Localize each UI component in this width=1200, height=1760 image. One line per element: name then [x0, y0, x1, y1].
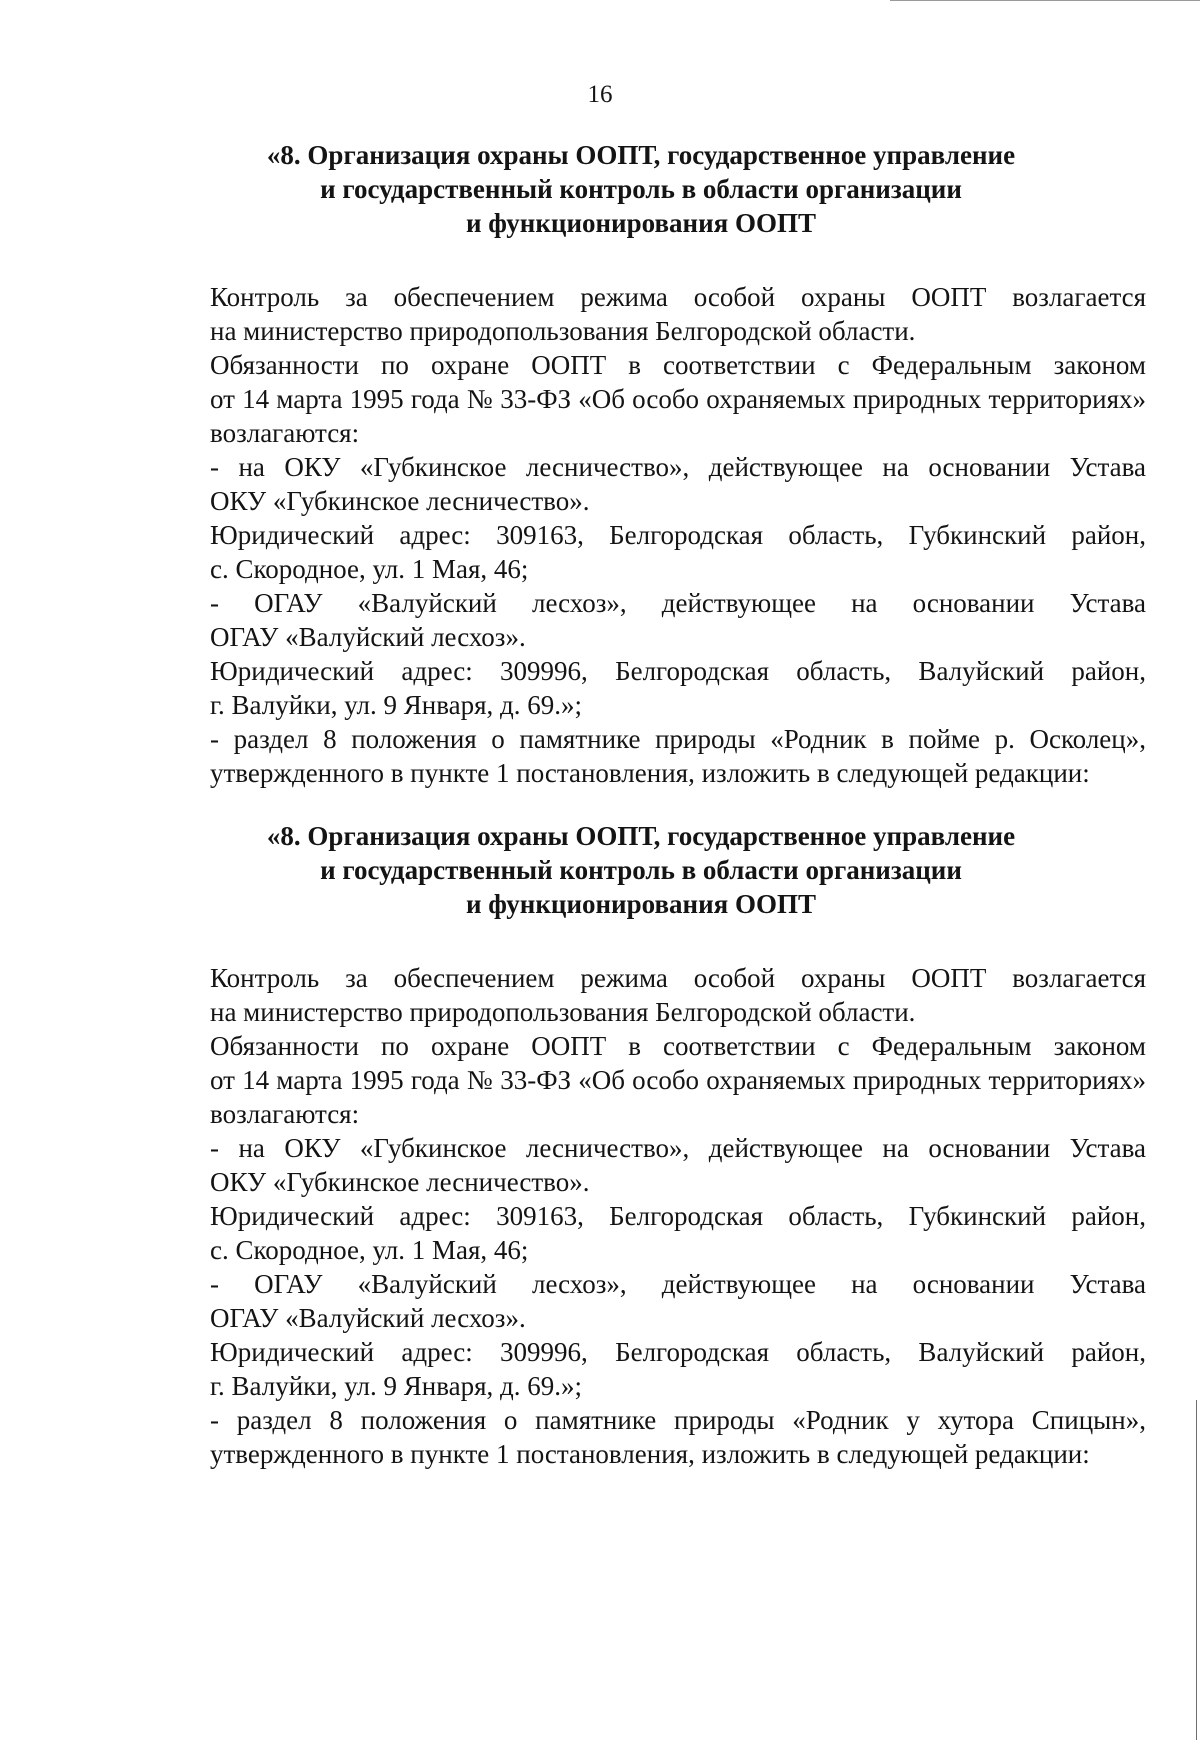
paragraph-gubkin-forestry	[136, 1131, 1146, 1199]
heading-line: «8. Организация охраны ООПТ, государственное управление	[266, 140, 1016, 170]
text-line: утвержденного в пункте 1 постановления, изложить в следующей редакции:	[210, 758, 1090, 788]
text-line: Обязанности по охране ООПТ в соответствии с Федеральным законом	[210, 350, 1146, 380]
paragraph-valuyki-address	[136, 654, 1146, 722]
paragraph-valuyki-leskhoz	[136, 1267, 1146, 1335]
text-line: Юридический адрес: 309996, Белгородская область, Валуйский район,	[210, 656, 1146, 686]
paragraph-gubkin-address	[136, 518, 1146, 586]
scan-edge-right	[1196, 1400, 1197, 1740]
text-line: Контроль за обеспечением режима особой охраны ООПТ возлагается	[210, 963, 1146, 993]
text-line: Юридический адрес: 309163, Белгородская область, Губкинский район,	[210, 520, 1146, 550]
section-2	[136, 819, 1146, 1471]
text-line: Юридический адрес: 309996, Белгородская область, Валуйский район,	[210, 1337, 1146, 1367]
paragraph-control	[136, 280, 1146, 348]
heading-line: и функционирования ООПТ	[465, 208, 817, 238]
paragraph-duties	[136, 1029, 1146, 1131]
text-line: - раздел 8 положения о памятнике природы «Родник у хутора Спицын»,	[210, 1405, 1146, 1435]
text-line: возлагаются:	[210, 1099, 360, 1129]
text-line: ОКУ «Губкинское лесничество».	[210, 486, 590, 516]
paragraph-duties	[136, 348, 1146, 450]
text-line: утвержденного в пункте 1 постановления, изложить в следующей редакции:	[210, 1439, 1090, 1469]
paragraph-control	[136, 961, 1146, 1029]
text-line: - на ОКУ «Губкинское лесничество», действующее на основании Устава	[210, 1133, 1146, 1163]
page-number: 16	[587, 81, 613, 108]
paragraph-valuyki-address	[136, 1335, 1146, 1403]
paragraph-amendment	[136, 722, 1146, 790]
text-line: возлагаются:	[210, 418, 360, 448]
text-line: от 14 марта 1995 года № 33-ФЗ «Об особо охраняемых природных территориях»	[210, 384, 1146, 414]
text-line: - на ОКУ «Губкинское лесничество», действующее на основании Устава	[210, 452, 1146, 482]
text-line: ОКУ «Губкинское лесничество».	[210, 1167, 590, 1197]
text-line: ОГАУ «Валуйский лесхоз».	[210, 622, 526, 652]
heading-line: и функционирования ООПТ	[465, 889, 817, 919]
text-line: Контроль за обеспечением режима особой охраны ООПТ возлагается	[210, 282, 1146, 312]
heading-line: и государственный контроль в области организации	[320, 174, 962, 204]
text-line: от 14 марта 1995 года № 33-ФЗ «Об особо охраняемых природных территориях»	[210, 1065, 1146, 1095]
section-heading	[136, 819, 1146, 921]
section-heading	[136, 138, 1146, 240]
paragraph-amendment	[136, 1403, 1146, 1471]
section-1	[136, 138, 1146, 790]
heading-line: «8. Организация охраны ООПТ, государственное управление	[266, 821, 1016, 851]
scan-edge-top	[890, 0, 1200, 1]
text-line: г. Валуйки, ул. 9 Января, д. 69.»;	[210, 1371, 583, 1401]
text-line: на министерство природопользования Белгородской области.	[210, 316, 916, 346]
paragraph-gubkin-forestry	[136, 450, 1146, 518]
text-line: г. Валуйки, ул. 9 Января, д. 69.»;	[210, 690, 583, 720]
text-line: с. Скородное, ул. 1 Мая, 46;	[210, 1235, 529, 1265]
text-line: Юридический адрес: 309163, Белгородская область, Губкинский район,	[210, 1201, 1146, 1231]
section-body	[136, 961, 1146, 1471]
paragraph-gubkin-address	[136, 1199, 1146, 1267]
text-line: на министерство природопользования Белгородской области.	[210, 997, 916, 1027]
text-line: - ОГАУ «Валуйский лесхоз», действующее на основании Устава	[210, 588, 1146, 618]
heading-line: и государственный контроль в области организации	[320, 855, 962, 885]
text-line: - ОГАУ «Валуйский лесхоз», действующее на основании Устава	[210, 1269, 1146, 1299]
text-line: ОГАУ «Валуйский лесхоз».	[210, 1303, 526, 1333]
text-line: с. Скородное, ул. 1 Мая, 46;	[210, 554, 529, 584]
paragraph-valuyki-leskhoz	[136, 586, 1146, 654]
section-body	[136, 280, 1146, 790]
text-line: Обязанности по охране ООПТ в соответствии с Федеральным законом	[210, 1031, 1146, 1061]
text-line: - раздел 8 положения о памятнике природы «Родник в пойме р. Осколец»,	[210, 724, 1146, 754]
